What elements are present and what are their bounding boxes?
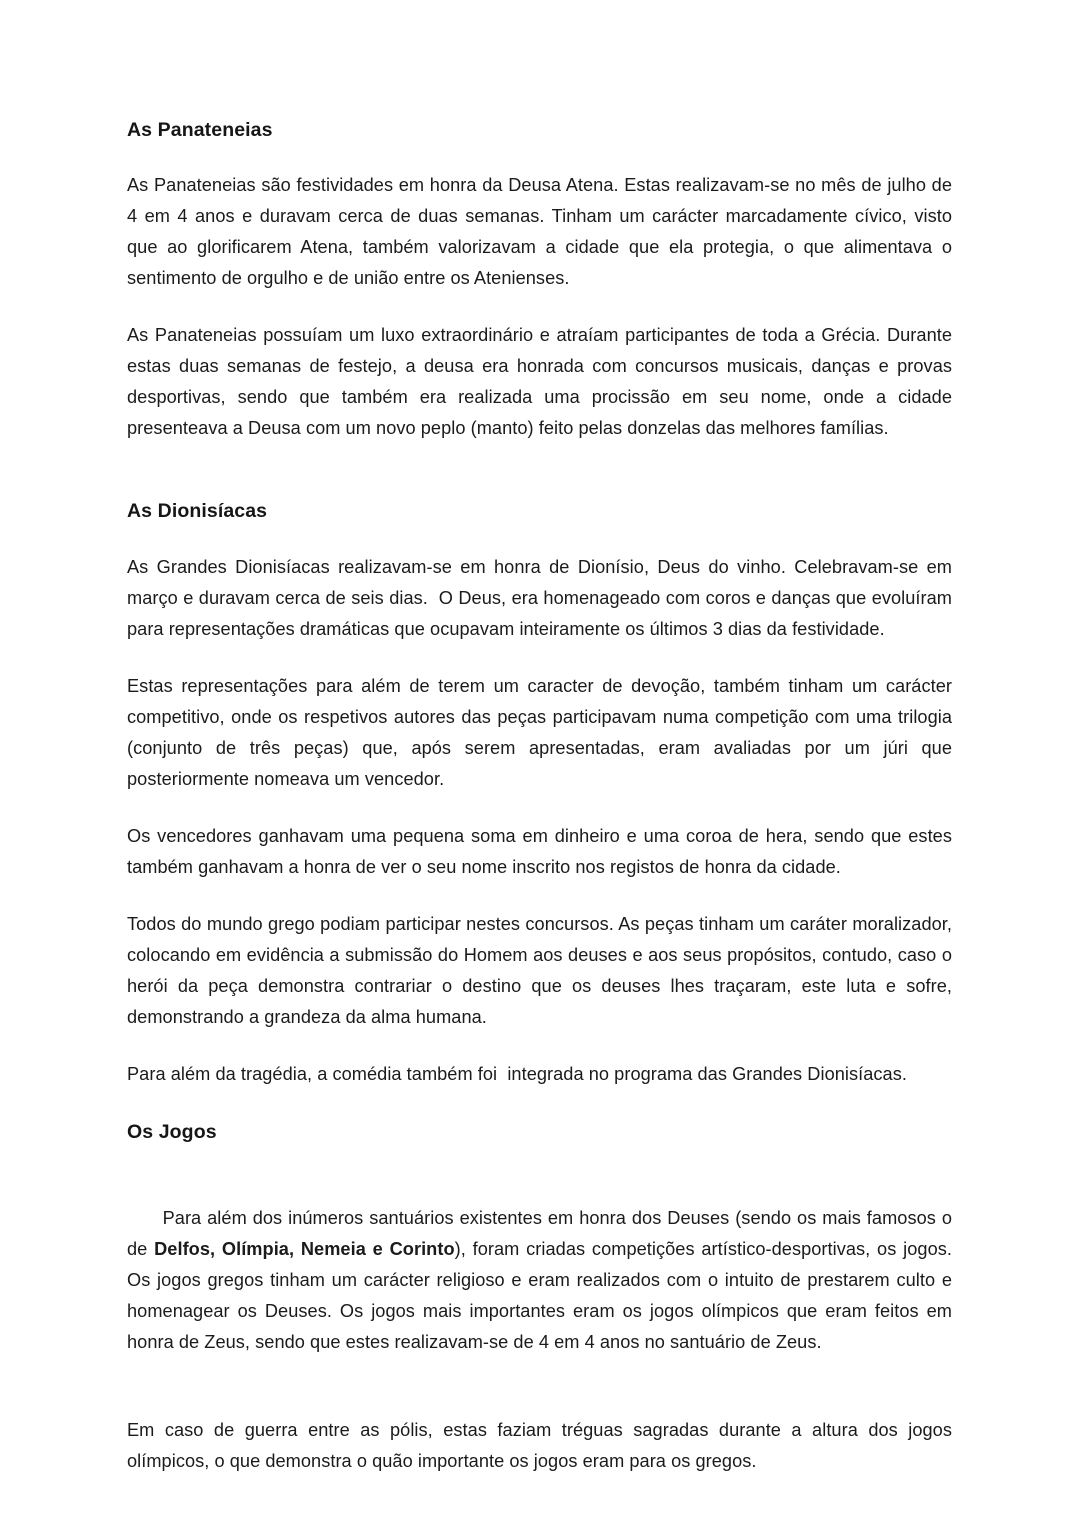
spacer bbox=[127, 1090, 952, 1120]
spacer bbox=[127, 1144, 952, 1172]
paragraph-os-jogos-1-prefix: Para além dos inúmeros santuários existentes em honra dos Deuses (sendo os mais famosos o de bbox=[127, 1208, 958, 1260]
spacer bbox=[127, 1389, 952, 1415]
paragraph-os-jogos-1-suffix: ), foram criadas competições artístico-desportivas, os jogos. Os jogos gregos tinham um carácter religioso e eram realizados com o intuito de prestarem culto e homenagear os Deuses. Os jogos mais importantes eram os jogos olímpicos que eram feitos em honra de Zeus, sendo que estes realizavam-se de 4 em 4 anos no santuário de Zeus. bbox=[127, 1239, 958, 1353]
spacer bbox=[127, 1033, 952, 1059]
paragraph-dionisiacas-5: Para além da tragédia, a comédia também foi integrada no programa das Grandes Dionisíacas. bbox=[127, 1063, 907, 1084]
spacer bbox=[127, 142, 952, 170]
spacer bbox=[127, 795, 952, 821]
paragraph-panateneias-1: As Panateneias são festividades em honra da Deusa Atena. Estas realizavam-se no mês de julho de 4 em 4 anos e duravam cerca de duas semanas. Tinham um carácter marcadamente cívico, visto que ao glorificarem Atena, também valorizavam a cidade que ela protegia, o que alimentava o sentimento de orgulho e de união entre os Atenienses. bbox=[127, 175, 958, 289]
section-os-jogos bbox=[127, 1120, 952, 1144]
document-body bbox=[127, 118, 958, 1477]
spacer bbox=[127, 294, 952, 320]
section-dionisiacas bbox=[127, 499, 952, 523]
paragraph-os-jogos-1 bbox=[127, 1172, 958, 1389]
paragraph-os-jogos-2: Em caso de guerra entre as pólis, estas faziam tréguas sagradas durante a altura dos jogos olímpicos, o que demonstra o quão importante os jogos eram para os gregos. bbox=[127, 1420, 958, 1472]
heading-os-jogos: Os Jogos bbox=[127, 1120, 217, 1143]
paragraph-dionisiacas-1: As Grandes Dionisíacas realizavam-se em honra de Dionísio, Deus do vinho. Celebravam-se em março e duravam cerca de seis dias. O Deus, era homenageado com coros e danças que evoluíram para representações dramáticas que ocupavam inteiramente os últimos 3 dias da festividade. bbox=[127, 556, 958, 639]
spacer bbox=[127, 645, 952, 671]
paragraph-dionisiacas-4: Todos do mundo grego podiam participar nestes concursos. As peças tinham um caráter moralizador, colocando em evidência a submissão do Homem aos deuses e aos seus propósitos, contudo, caso o herói da peça demonstra contrariar o destino que os deuses lhes traçaram, este luta e sofre, demonstrando a grandeza da alma humana. bbox=[127, 913, 958, 1027]
paragraph-dionisiacas-2: Estas representações para além de terem um caracter de devoção, também tinham um carácter competitivo, onde os respetivos autores das peças participavam numa competição com uma trilogia (conjunto de três peças) que, após serem apresentadas, eram avaliadas por um júri que posteriormente nomeava um vencedor. bbox=[127, 675, 958, 789]
spacer bbox=[127, 444, 952, 499]
spacer bbox=[127, 524, 952, 552]
heading-as-dionisiacas: As Dionisíacas bbox=[127, 500, 268, 523]
sanctuary-names-bold: Delfos, Olímpia, Nemeia e Corinto bbox=[154, 1239, 455, 1260]
paragraph-panateneias-2: As Panateneias possuíam um luxo extraordinário e atraíam participantes de toda a Grécia. Durante estas duas semanas de festejo, a deusa era honrada com concursos musicais, danças e provas desportivas, sendo que também era realizada uma procissão em seu nome, onde a cidade presenteava a Deusa com um novo peplo (manto) feito pelas donzelas das melhores famílias. bbox=[127, 325, 958, 439]
spacer bbox=[127, 883, 952, 909]
heading-as-panateneias: As Panateneias bbox=[127, 119, 273, 141]
section-panateneias bbox=[127, 118, 952, 142]
paragraph-dionisiacas-3: Os vencedores ganhavam uma pequena soma em dinheiro e uma coroa de hera, sendo que estes também ganhavam a honra de ver o seu nome inscrito nos registos de honra da cidade. bbox=[127, 825, 958, 877]
